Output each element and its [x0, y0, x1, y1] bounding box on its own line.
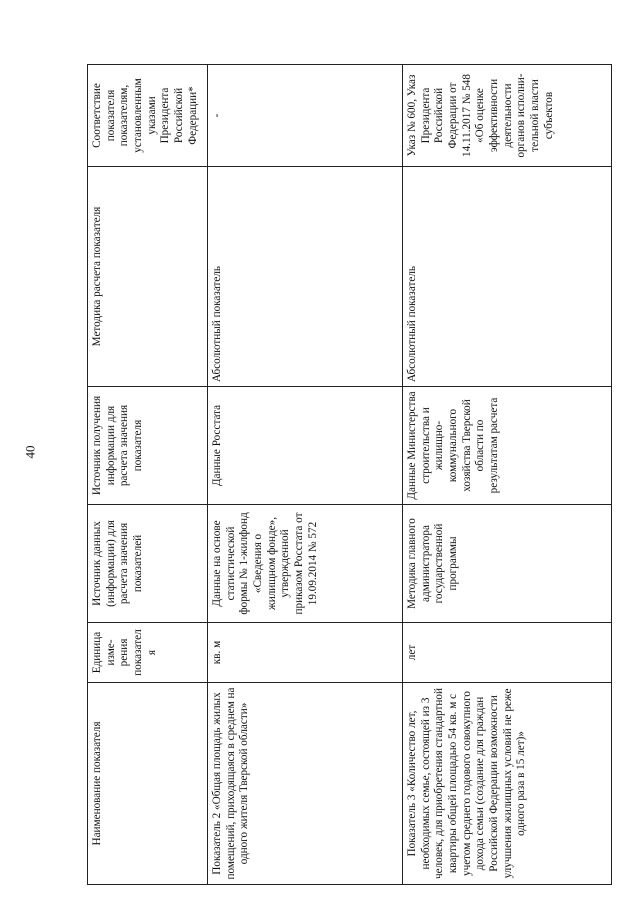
- cell-method: Абсолютный показатель: [403, 167, 612, 387]
- cell-decree: -: [208, 65, 403, 167]
- header-unit: Единица изме-рения показателя: [88, 623, 208, 683]
- cell-unit: кв. м: [208, 623, 403, 683]
- table-header-row: [88, 65, 208, 885]
- header-method: Методика расчета показателя: [88, 167, 208, 387]
- cell-data-source: Методика главного администратора государственной программы: [403, 505, 612, 623]
- cell-data-source: Данные на основе статистической формы № 1-жилфонд «Сведения о жилищном фонде», утвержденной приказом Росстата от 19.09.2014 № 572: [208, 505, 403, 623]
- header-decree: Соответствие показателя показателям, установленным указами Президента Российской Федерации*: [88, 65, 208, 167]
- cell-info-source: Данные Министерства строительства и жилищно-коммунального хозяйства Тверской области по результатам расчета: [403, 387, 612, 505]
- indicators-table: [87, 64, 612, 885]
- header-name: Наименование показателя: [88, 683, 208, 885]
- table-row: [208, 65, 403, 885]
- cell-name: Показатель 3 «Количество лет, необходимых семье, состоящей из 3 человек, для приобретения стандартной квартиры общей площадью 54 кв. м с учетом среднего годового совокупного дохода семьи (создание для граждан Российской Федерации возможности улучшения жилищных условий не реже одного раза в 15 лет)»: [403, 683, 612, 885]
- header-data-source: Источник данных (информации) для расчета значения показателей: [88, 505, 208, 623]
- page-number: 40: [22, 445, 38, 459]
- table-row: [403, 65, 612, 885]
- cell-unit: лет: [403, 623, 612, 683]
- cell-name: Показатель 2 «Общая площадь жилых помещений, приходящаяся в среднем на одного жителя Тверской области»: [208, 683, 403, 885]
- rotated-table-wrapper: [87, 65, 611, 885]
- cell-method: Абсолютный показатель: [208, 167, 403, 387]
- cell-decree: Указ № 600, Указ Президента Российской Федерации от 14.11.2017 № 548 «Об оценке эффективности деятельности органов исполни-тельной власти субъектов: [403, 65, 612, 167]
- header-info-source: Источник получения информации для расчета значения показателя: [88, 387, 208, 505]
- cell-info-source: Данные Росстата: [208, 387, 403, 505]
